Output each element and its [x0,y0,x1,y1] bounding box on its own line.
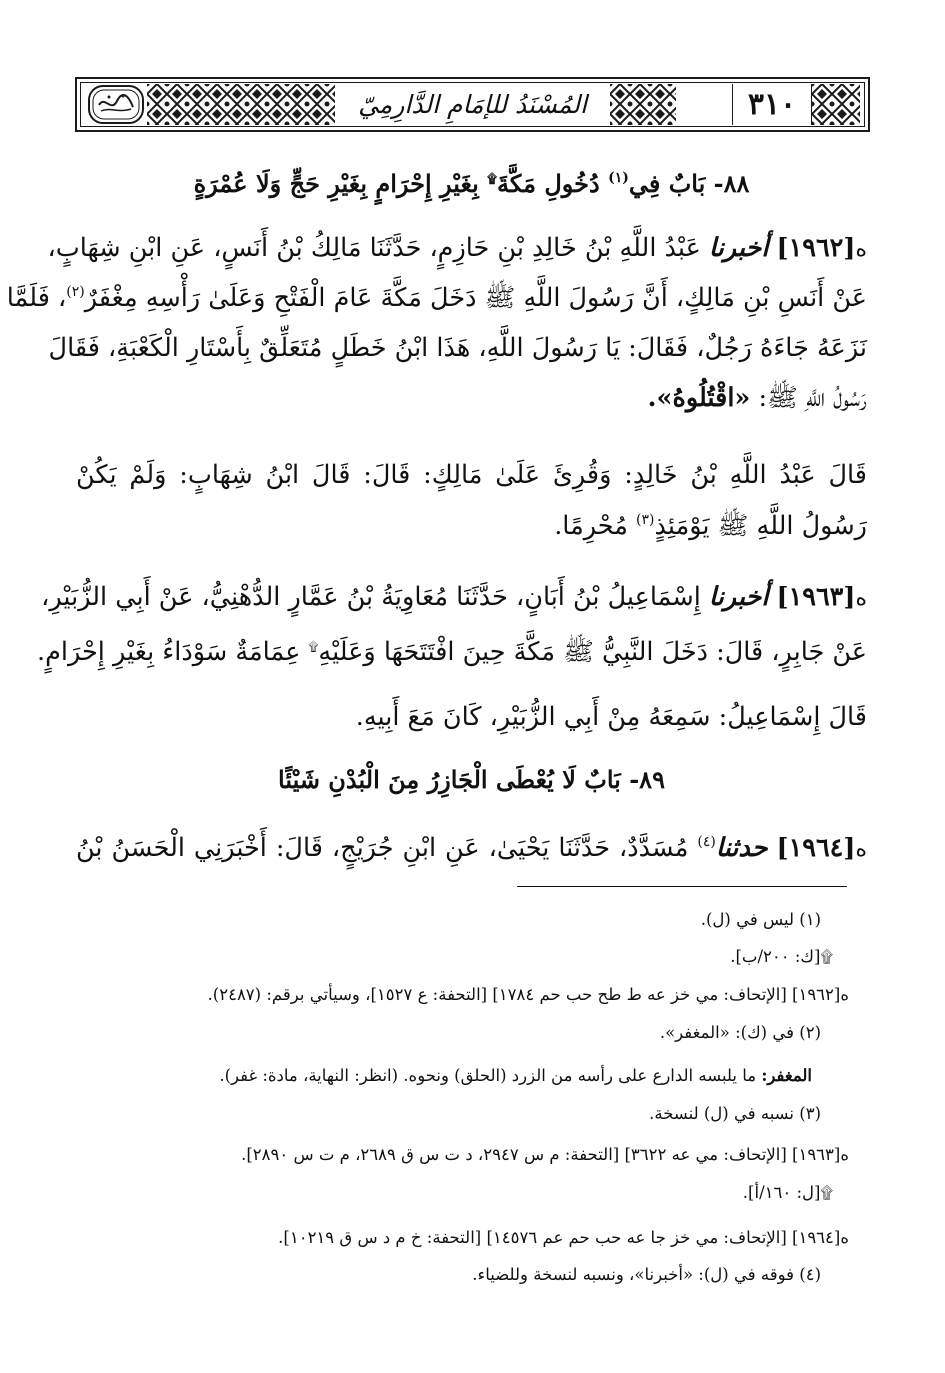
ornament-band-left [147,84,335,125]
hadith-text: إِسْمَاعِيلُ بْنُ أَبَانٍ، حَدَّثَنَا مُعَاوِيَةُ بْنُ عَمَّارٍ الدُّهْنِيُّ، عَنْ أَبِي الزُّبَيْرِ، [41,582,701,612]
hadith-keyword: حدثنا [715,833,768,863]
footnote-term: المغفر: [761,1066,812,1085]
hadith-comment: قَالَ عَبْدُ اللَّهِ بْنُ خَالِدٍ: وَقُرِئَ عَلَىٰ مَالِكٍ: قَالَ: قَالَ ابْنُ شِهَابٍ: وَلَمْ يَكُنْ [76,460,867,490]
hadith-number: [١٩٦٤] [776,833,856,863]
hadith-number: [١٩٦٢] [776,233,856,263]
hadith-keyword: أخبرنا [708,233,769,263]
footnote-1: (١) ليس في (ل). [700,910,821,929]
hadith-1964-line-1 [76,828,867,870]
footnote-divider [517,886,847,887]
ornament-band-edge [812,84,860,125]
hadith-keyword: أخبرنا [708,582,769,612]
header-title: المُسْنَدُ للإمَامِ الدَّارِمِيّ [335,83,610,126]
hadith-1962-comment-line-2 [76,506,867,546]
hadith-text: عَنْ أَنَسِ بْنِ مَالِكٍ، أَنَّ رَسُولَ اللَّهِ ﷺ دَخَلَ مَكَّةَ عَامَ الْفَتْحِ وَعَلَىٰ رَأْسِهِ مِغْفَرٌ [84,283,867,313]
manuscript-marker-icon: ۩ [487,172,498,187]
footnote-ref-1[interactable]: (١) [608,170,629,186]
footnote-3: (٣) نسبه في (ل) لنسخة. [649,1104,821,1123]
ornament-band-right [610,84,676,125]
hadith-text: عَبْدُ اللَّهِ بْنُ خَالِدِ بْنِ حَازِمٍ، حَدَّثَنَا مَالِكُ بْنُ أَنَسٍ، عَنِ ابْنِ شِهَابٍ، [47,233,701,263]
chapter-89-heading: ٨٩- بَابٌ لَا يُعْطَى الْجَازِرُ مِنَ الْبُدْنِ شَيْئًا [278,765,665,794]
running-header [75,77,870,132]
footnote-page-marker: ۩[ك: ٢٠٠/ب]. [730,947,833,966]
footnote-2-definition [76,1063,812,1089]
chapter-88-title-end: بِغَيْرِ إِحْرَامٍ بِغَيْرِ حَجٍّ وَلَا عُمْرَةٍ [193,169,479,198]
hadith-comment: قَالَ إِسْمَاعِيلُ: سَمِعَهُ مِنْ أَبِي الزُّبَيْرِ، كَانَ مَعَ أَبِيهِ. [355,702,867,732]
footnote-1964: ه[١٩٦٤] [الإتحاف: مي خز جا عه حب حم عم ١٤٥٧٦] [التحفة: خ م د س ق ١٠٢١٩]. [278,1228,849,1247]
hadith-comment: رَسُولُ اللَّهِ ﷺ يَوْمَئِذٍ [654,511,867,541]
hadith-1963-line-1 [41,577,867,619]
footnote-1962: ه[١٩٦٢] [الإتحاف: مي خز عه ط طح حب حم ١٧٨٤] [التحفة: ع ١٥٢٧]، وسيأتي برقم: (٢٤٨٧). [207,985,849,1004]
footnote-1963: ه[١٩٦٣] [الإتحاف: مي عه ٣٦٢٢] [التحفة: م س ٢٩٤٧، د ت س ق ٢٦٨٩، م ت س ٢٨٩٠]. [241,1145,849,1164]
hadith-1963-comment [76,697,867,737]
hadith-1963-line-2 [37,628,867,672]
manuscript-marker-icon: ۩ [308,640,319,655]
hadith-bullet-icon: ه [855,837,867,862]
footnote-ref-2[interactable]: (٢) [66,284,85,300]
page-number: ٣١٠ [732,84,812,125]
hadith-1962-line-1 [47,228,867,270]
hadith-text: عِمَامَةٌ سَوْدَاءُ بِغَيْرِ إِحْرَامٍ. [37,637,301,667]
hadith-text: مُسَدَّدٌ، حَدَّثَنَا يَحْيَىٰ، عَنِ ابْنِ جُرَيْجٍ، قَالَ: أَخْبَرَنِي الْحَسَنُ بْنُ [76,833,689,863]
hadith-number: [١٩٦٣] [776,582,856,612]
hadith-1962-line-2 [6,278,867,318]
hadith-1962-line-4 [76,378,867,418]
hadith-text: رَسُولُ اللَّهِ ﷺ: [758,383,867,413]
hadith-bullet-icon: ه [855,237,867,262]
footnote-ref-4[interactable]: (٤) [697,834,716,850]
hadith-1962-comment-line-1 [76,455,867,495]
hadith-text: ، فَلَمَّا [6,283,67,313]
chapter-88-title: ٨٨- بَابٌ فِي [628,169,750,198]
chapter-88-title-part: دُخُولِ مَكَّةَ [497,169,600,198]
hadith-quote: «اقْتُلُوهُ». [647,383,751,413]
hadith-text: عَنْ جَابِرٍ، قَالَ: دَخَلَ النَّبِيُّ ﷺ مَكَّةَ حِينَ افْتَتَحَهَا وَعَلَيْهِ [318,637,867,667]
footnote-definition: ما يلبسه الدارع على رأسه من الزرد (الحلق) ونحوه. (انظر: النهاية، مادة: غفر). [219,1066,757,1085]
footnote-2: (٢) في (ك): «المغفر». [659,1023,821,1042]
hadith-comment: مُحْرِمًا. [554,511,628,541]
chapter-88-heading [76,160,867,204]
footnote-ref-3[interactable]: (٣) [636,512,655,528]
footnote-4: (٤) فوقه في (ل): «أخبرنا»، ونسبه لنسخة وللضياء. [472,1265,821,1284]
footnote-page-marker: ۩[ل: ١٦٠/أ]. [742,1183,833,1202]
publisher-logo-icon [87,83,145,126]
hadith-text: نَزَعَهُ جَاءَهُ رَجُلٌ، فَقَالَ: يَا رَسُولَ اللَّهِ، هَذَا ابْنُ خَطَلٍ مُتَعَلِّقٌ بِأَسْتَارِ الْكَعْبَةِ، فَقَالَ [48,333,867,363]
hadith-bullet-icon: ه [855,586,867,611]
hadith-1962-line-3 [48,328,867,368]
